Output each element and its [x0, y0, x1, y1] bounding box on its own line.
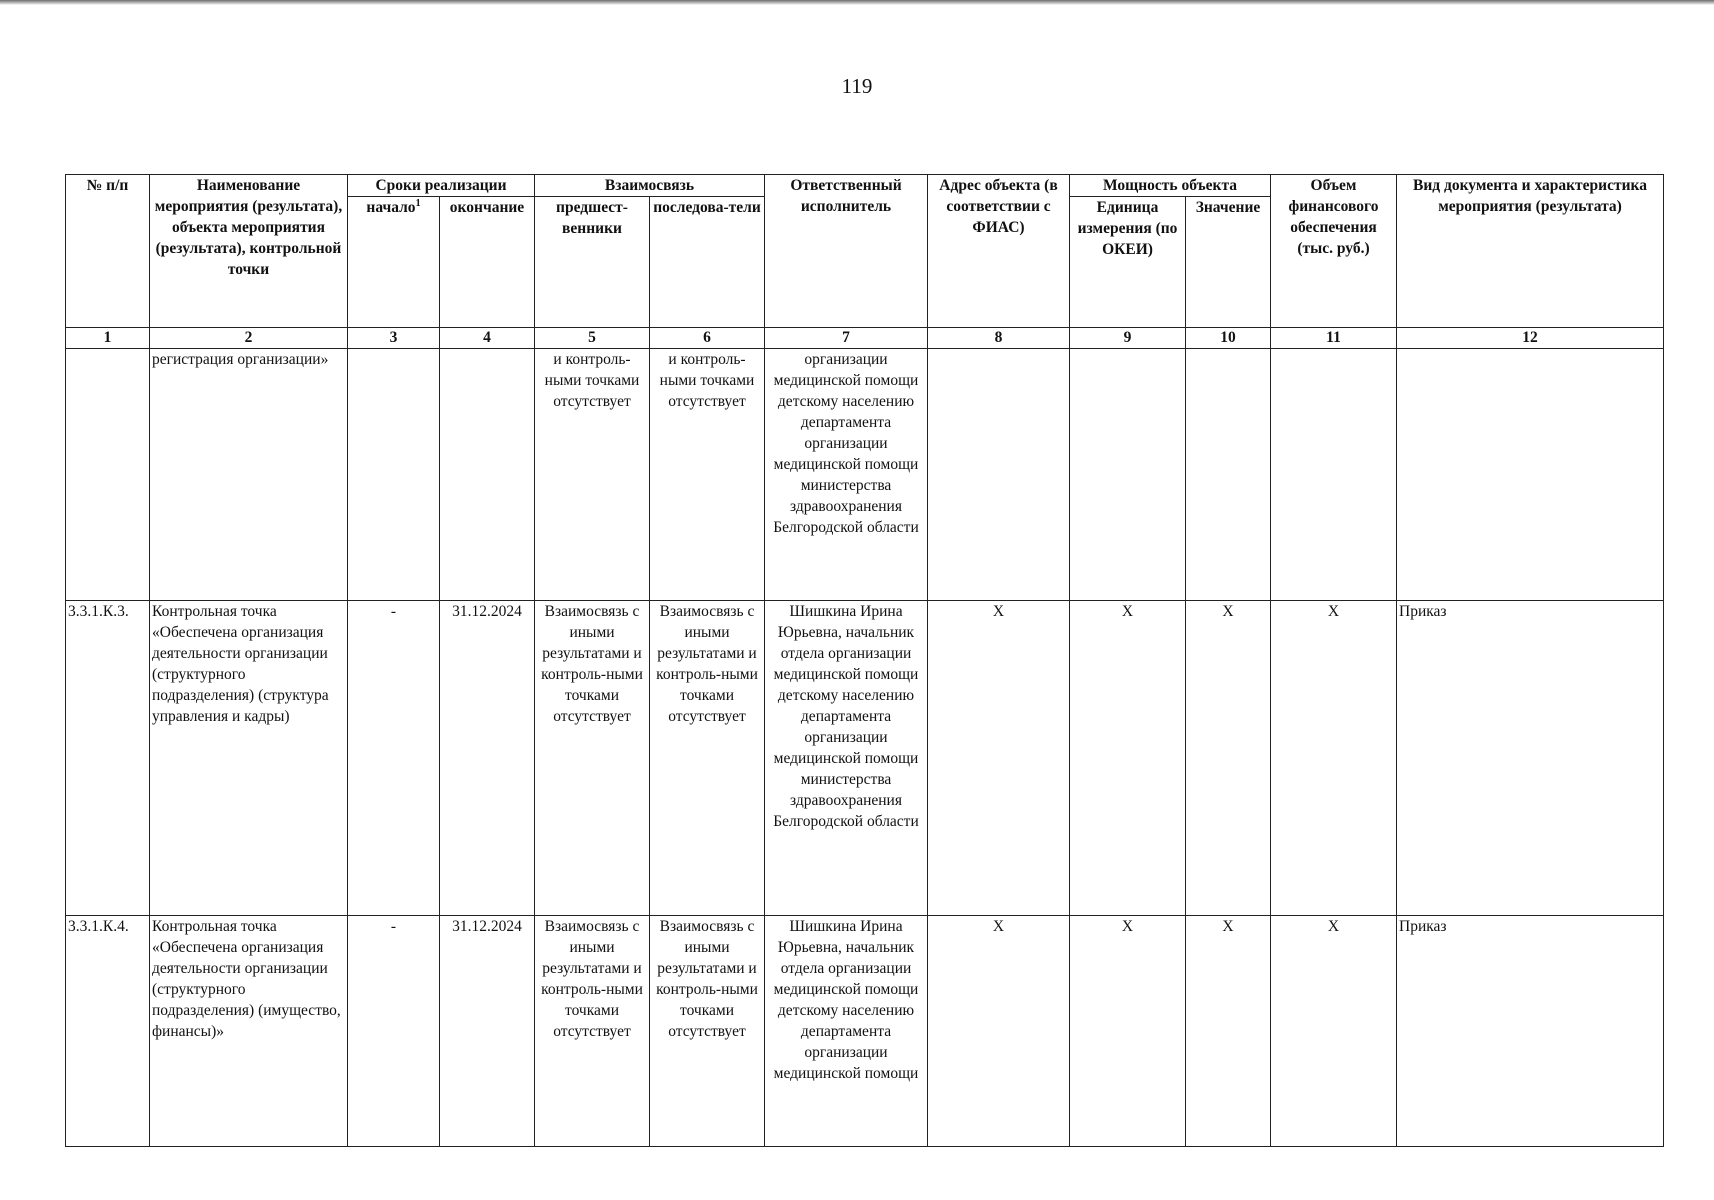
column-number: 4: [440, 328, 535, 349]
cell-unit: Х: [1070, 916, 1186, 1147]
header-responsible: Ответственный исполнитель: [765, 175, 928, 328]
cell-successors: и контроль-ными точками отсутствует: [650, 349, 765, 601]
header-relation: Взаимосвязь: [535, 175, 765, 197]
cell-value: Х: [1186, 916, 1271, 1147]
cell-end: [440, 349, 535, 601]
header-name: Наименование мероприятия (результата), объекта мероприятия (результата), контрольной точки: [150, 175, 348, 328]
cell-address: Х: [928, 601, 1070, 916]
cell-successors: Взаимосвязь с иными результатами и контроль-ными точками отсутствует: [650, 601, 765, 916]
page-number: 119: [841, 74, 873, 98]
table-row: [66, 916, 1664, 1147]
header-start-footnote: 1: [415, 197, 421, 209]
table-header: [66, 175, 1664, 349]
cell-start: -: [348, 601, 440, 916]
header-unit: Единица измерения (по ОКЕИ): [1070, 197, 1186, 328]
column-number: 12: [1397, 328, 1664, 349]
table-body: [66, 349, 1664, 1147]
column-number: 9: [1070, 328, 1186, 349]
header-end: окончание: [440, 197, 535, 328]
column-number: 5: [535, 328, 650, 349]
cell-start: -: [348, 916, 440, 1147]
scan-edge: [0, 0, 1714, 5]
cell-successors: Взаимосвязь с иными результатами и контроль-ными точками отсутствует: [650, 916, 765, 1147]
cell-num: [66, 349, 150, 601]
header-start-label: начало: [366, 199, 416, 216]
plan-table: [65, 174, 1664, 1147]
cell-unit: [1070, 349, 1186, 601]
cell-responsible: Шишкина Ирина Юрьевна, начальник отдела организации медицинской помощи детскому населению департамента организации медицинской помощи министерства здравоохранения Белгородской области: [765, 601, 928, 916]
header-funding: Объем финансового обеспечения (тыс. руб.): [1271, 175, 1397, 328]
cell-predecessors: Взаимосвязь с иными результатами и контроль-ными точками отсутствует: [535, 916, 650, 1147]
header-predecessors: предшест-венники: [535, 197, 650, 328]
cell-start: [348, 349, 440, 601]
cell-funding: [1271, 349, 1397, 601]
column-number: 11: [1271, 328, 1397, 349]
cell-funding: Х: [1271, 601, 1397, 916]
header-num: № п/п: [66, 175, 150, 328]
header-start: [348, 197, 440, 328]
cell-address: [928, 349, 1070, 601]
column-number: 2: [150, 328, 348, 349]
cell-name: Контрольная точка «Обеспечена организация деятельности организации (структурного подразделения) (структура управления и кадры): [150, 601, 348, 916]
cell-num: 3.3.1.К.3.: [66, 601, 150, 916]
column-number: 3: [348, 328, 440, 349]
cell-predecessors: Взаимосвязь с иными результатами и контроль-ными точками отсутствует: [535, 601, 650, 916]
column-number: 7: [765, 328, 928, 349]
cell-doc: Приказ: [1397, 916, 1664, 1147]
cell-doc: Приказ: [1397, 601, 1664, 916]
header-address: Адрес объекта (в соответствии с ФИАС): [928, 175, 1070, 328]
header-capacity: Мощность объекта: [1070, 175, 1271, 197]
cell-name: регистрация организации»: [150, 349, 348, 601]
table-row: [66, 349, 1664, 601]
cell-address: Х: [928, 916, 1070, 1147]
cell-end: 31.12.2024: [440, 916, 535, 1147]
column-number: 10: [1186, 328, 1271, 349]
header-doc-type: Вид документа и характеристика мероприятия (результата): [1397, 175, 1664, 328]
cell-funding: Х: [1271, 916, 1397, 1147]
column-number: 6: [650, 328, 765, 349]
cell-doc: [1397, 349, 1664, 601]
cell-name: Контрольная точка «Обеспечена организация деятельности организации (структурного подразделения) (имущество, финансы)»: [150, 916, 348, 1147]
cell-num: 3.3.1.К.4.: [66, 916, 150, 1147]
cell-responsible: организации медицинской помощи детскому населению департамента организации медицинской помощи министерства здравоохранения Белгородской области: [765, 349, 928, 601]
column-number-row: [66, 328, 1664, 349]
cell-predecessors: и контроль-ными точками отсутствует: [535, 349, 650, 601]
header-successors: последова-тели: [650, 197, 765, 328]
column-number: 8: [928, 328, 1070, 349]
cell-responsible: Шишкина Ирина Юрьевна, начальник отдела организации медицинской помощи детскому населению департамента организации медицинской помощи: [765, 916, 928, 1147]
header-deadlines: Сроки реализации: [348, 175, 535, 197]
header-value: Значение: [1186, 197, 1271, 328]
cell-value: [1186, 349, 1271, 601]
cell-value: Х: [1186, 601, 1271, 916]
cell-unit: Х: [1070, 601, 1186, 916]
table-row: [66, 601, 1664, 916]
cell-end: 31.12.2024: [440, 601, 535, 916]
column-number: 1: [66, 328, 150, 349]
